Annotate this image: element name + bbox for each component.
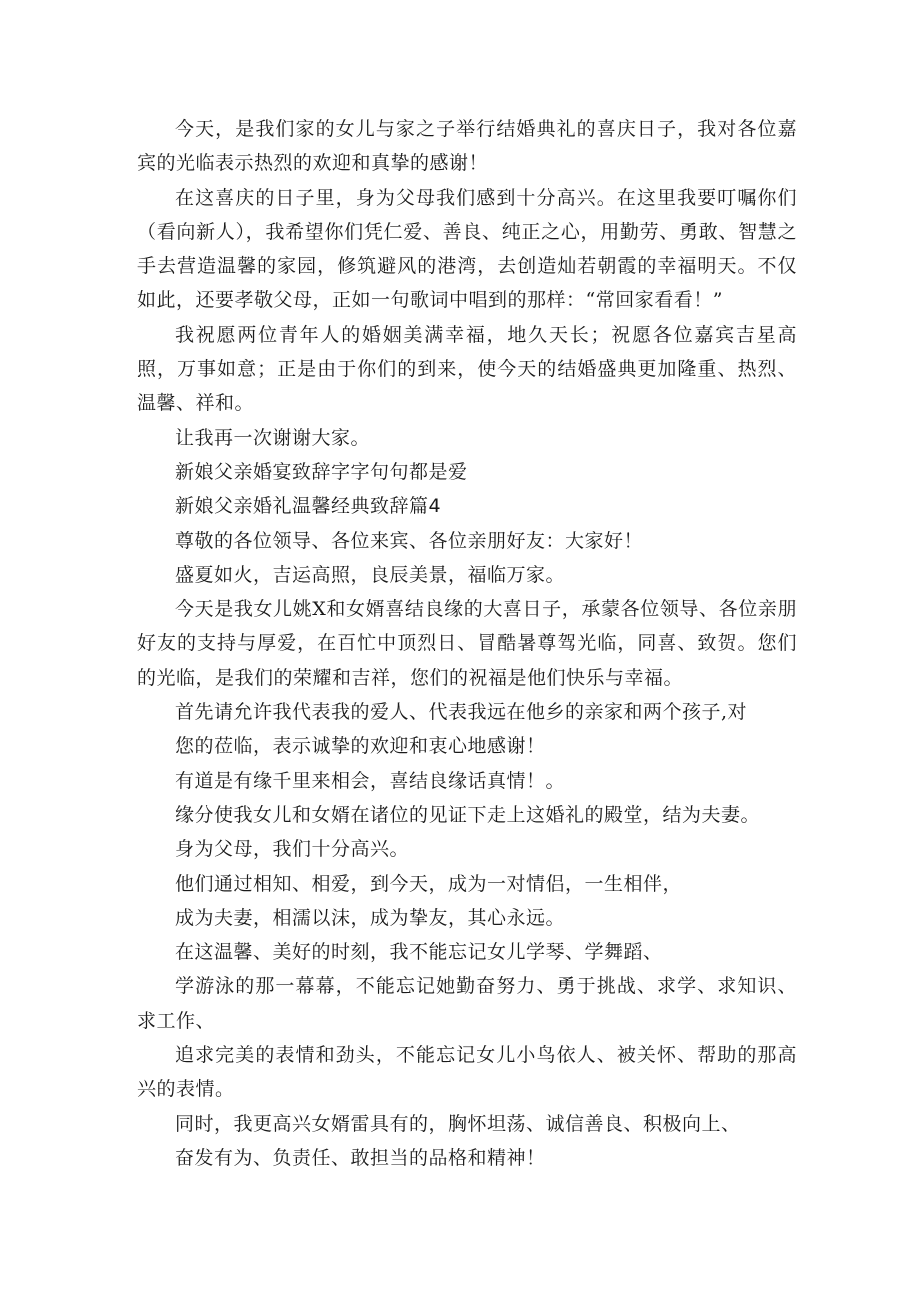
document-body [137,112,797,1175]
paragraph: 首先请允许我代表我的爱人、代表我远在他乡的亲家和两个孩子,对 [175,701,748,724]
paragraph: 有道是有缘千里来相会，喜结良缘话真情！。 [175,769,566,792]
section-heading: 新娘父亲婚宴致辞字字句句都是爱 [175,460,468,483]
paragraph: 我祝愿两位青年人的婚姻美满幸福，地久天长；祝愿各位嘉宾吉星高照，万事如意；正是由于你们的到来，使今天的结婚盛典更加隆重、热烈、温馨、祥和。 [137,323,797,415]
paragraph: 在这温馨、美好的时刻，我不能忘记女儿学琴、学舞蹈、 [175,941,663,964]
paragraph: 他们通过相知、相爱，到今天，成为一对情侣，一生相伴， [175,872,683,895]
paragraph: 成为夫妻，相濡以沫，成为挚友，其心永远。 [175,906,566,929]
paragraph: 学游泳的那一幕幕，不能忘记她勤奋努力、勇于挑战、求学、求知识、求工作、 [137,975,797,1032]
paragraph: 您的莅临，表示诚挚的欢迎和衷心地感谢！ [175,735,546,758]
paragraph: 今天，是我们家的女儿与家之子举行结婚典礼的喜庆日子，我对各位嘉宾的光临表示热烈的欢迎和真挚的感谢！ [137,118,797,175]
paragraph: 盛夏如火，吉运高照，良辰美景，福临万家。 [175,563,566,586]
section-heading: 新娘父亲婚礼温馨经典致辞篇4 [175,495,442,518]
paragraph: 身为父母，我们十分高兴。 [175,838,410,861]
paragraph: 缘分使我女儿和女婿在诸位的见证下走上这婚礼的殿堂，结为夫妻。 [175,803,761,826]
paragraph: 今天是我女儿姚X和女婿喜结良缘的大喜日子，承蒙各位领导、各位亲朋好友的支持与厚爱，在百忙中顶烈日、冒酷暑尊驾光临，同喜、致贺。您们的光临，是我们的荣耀和吉祥，您们的祝福是他们快乐与幸福。 [137,598,797,689]
paragraph: 奋发有为、负责任、敢担当的品格和精神！ [175,1146,546,1169]
paragraph: 同时，我更高兴女婿雷具有的，胸怀坦荡、诚信善良、积极向上、 [175,1112,741,1135]
paragraph: 在这喜庆的日子里，身为父母我们感到十分高兴。在这里我要叮嘱你们（看向新人），我希望你们凭仁爱、善良、纯正之心，用勤劳、勇敢、智慧之手去营造温馨的家园，修筑避风的港湾，去创造灿若朝霞的幸福明天。不仅如此，还要孝敬父母，正如一句歌词中唱到的那样：“常回家看看！” [137,186,797,312]
greeting-line: 尊敬的各位领导、各位来宾、各位亲朋好友：大家好！ [175,529,644,552]
paragraph: 让我再一次谢谢大家。 [175,426,371,449]
paragraph: 追求完美的表情和劲头，不能忘记女儿小鸟依人、被关怀、帮助的那高兴的表情。 [137,1044,797,1101]
